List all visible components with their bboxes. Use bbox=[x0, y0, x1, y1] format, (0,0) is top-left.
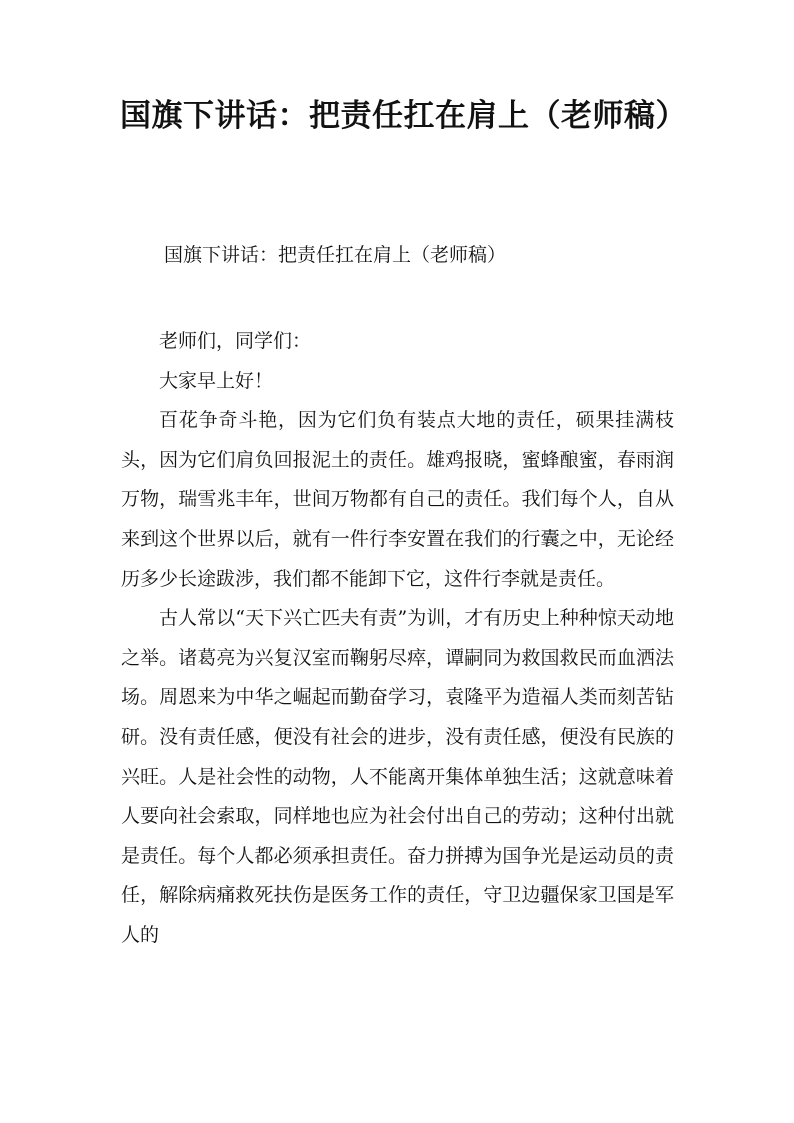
body-paragraph-2: 古人常以“天下兴亡匹夫有责”为训，才有历史上种种惊天动地之举。诸葛亮为兴复汉室而鞠躬尽瘁，谭嗣同为救国救民而血洒法场。周恩来为中华之崛起而勤奋学习，袁隆平为造福人类而刻苦钻研。没有责任感，便没有社会的进步，没有责任感，便没有民族的兴旺。人是社会性的动物，人不能离开集体单独生活；这就意味着人要向社会索取，同样地也应为社会付出自己的劳动；这种付出就是责任。每个人都必须承担责任。奋力拼搏为国争光是运动员的责任，解除病痛救死扶伤是医务工作的责任，守卫边疆保家卫国是军人的 bbox=[121, 607, 674, 946]
body-paragraph-1: 百花争奇斗艳，因为它们负有装点大地的责任，硕果挂满枝头，因为它们肩负回报泥土的责任。雄鸡报晓，蜜蜂酿蜜，春雨润万物，瑞雪兆丰年，世间万物都有自己的责任。我们每个人，自从来到这个世界以后，就有一件行李安置在我们的行囊之中，无论经历多少长途跋涉，我们都不能卸下它，这件行李就是责任。 bbox=[121, 409, 674, 590]
document-body bbox=[121, 322, 674, 956]
greeting-paragraph: 老师们，同学们： bbox=[159, 330, 312, 352]
document-title: 国旗下讲话：把责任扛在肩上（老师稿） bbox=[120, 98, 687, 134]
document-subtitle: 国旗下讲话：把责任扛在肩上（老师稿） bbox=[164, 244, 507, 266]
salutation-paragraph: 大家早上好！ bbox=[159, 369, 274, 392]
